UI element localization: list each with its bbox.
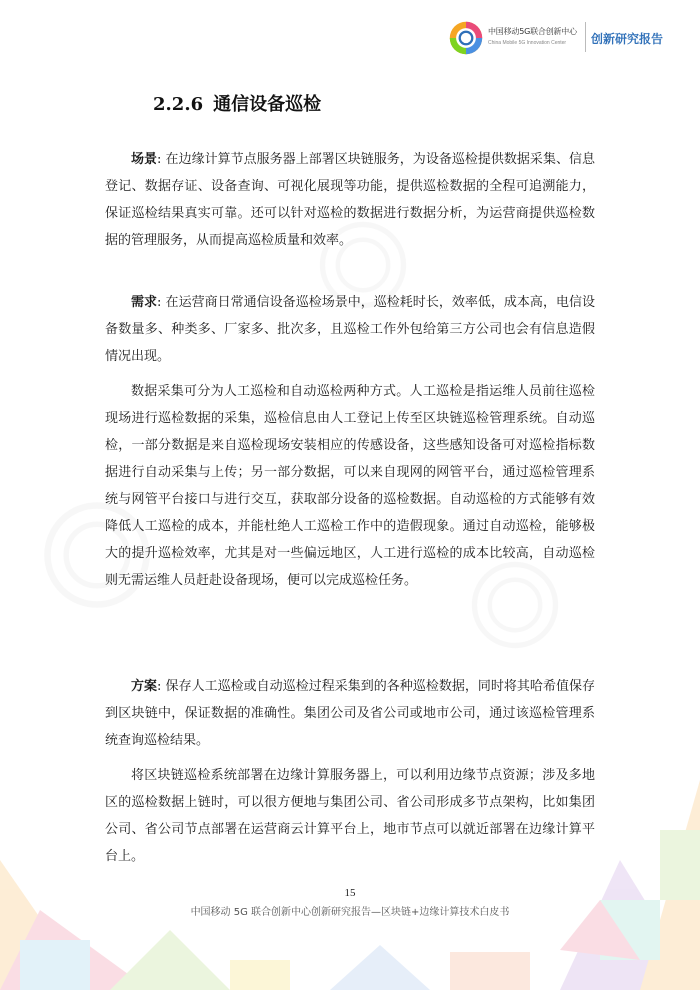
org-name: 中国移动5G联合创新中心 <box>488 27 577 36</box>
solution-label: 方案 <box>131 679 158 694</box>
page-number: 15 <box>344 887 356 899</box>
solution-paragraph <box>105 673 595 754</box>
header-divider <box>585 22 586 52</box>
section-number: 2.2.6 <box>153 94 204 115</box>
footer-title: 中国移动 5G 联合创新中心创新研究报告—区块链+边缘计算技术白皮书 <box>190 907 510 918</box>
cm-5g-logo-icon <box>448 20 484 56</box>
section-title: 通信设备巡检 <box>213 94 322 115</box>
demand-paragraph <box>105 289 595 370</box>
solution-text: : 保存人工巡检或自动巡检过程采集到的各种巡检数据，同时将其哈希值保存到区块链中，保证数据的准确性。集团公司及省公司或地市公司，通过该巡检管理系统查询巡检结果。 <box>105 679 595 748</box>
report-type-label: 创新研究报告 <box>591 32 664 46</box>
section-heading <box>153 90 321 116</box>
scenario-text: : 在边缘计算节点服务器上部署区块链服务，为设备巡检提供数据采集、信息登记、数据存证、设备查询、可视化展现等功能，提供巡检数据的全程可追溯能力，保证巡检结果真实可靠。还可以针对巡检的数据进行数据分析，为运营商提供巡检数据的管理服务，从而提高巡检质量和效率。 <box>105 152 595 248</box>
org-name-english: China Mobile 5G Innovation Center <box>488 40 567 46</box>
data-collection-paragraph: 数据采集可分为人工巡检和自动巡检两种方式。人工巡检是指运维人员前往巡检现场进行巡检数据的采集，巡检信息由人工登记上传至区块链巡检管理系统。自动巡检，一部分数据是来自巡检现场安装相应的传感设备，这些感知设备可对巡检指标数据进行自动采集与上传；另一部分数据，可以来自现网的网管平台，通过巡检管理系统与网管平台接口与进行交互，获取部分设备的巡检数据。自动巡检的方式能够有效降低人工巡检的成本，并能杜绝人工巡检工作中的造假现象。通过自动巡检，能够极大的提升巡检效率，尤其是对一些偏远地区，人工进行巡检的成本比较高，自动巡检则无需运维人员赶赴设备现场，便可以完成巡检任务。 <box>105 384 595 588</box>
scenario-label: 场景 <box>131 152 158 167</box>
scenario-paragraph <box>105 146 595 254</box>
deployment-paragraph: 将区块链巡检系统部署在边缘计算服务器上，可以利用边缘节点资源；涉及多地区的巡检数据上链时，可以很方便地与集团公司、省公司形成多节点架构，比如集团公司、省公司节点部署在运营商云计算平台上，地市节点可以就近部署在边缘计算平台上。 <box>105 768 595 864</box>
demand-text: : 在运营商日常通信设备巡检场景中，巡检耗时长，效率低，成本高，电信设备数量多、种类多、厂家多、批次多，且巡检工作外包给第三方公司也会有信息造假情况出现。 <box>105 295 595 364</box>
demand-label: 需求 <box>131 295 158 310</box>
